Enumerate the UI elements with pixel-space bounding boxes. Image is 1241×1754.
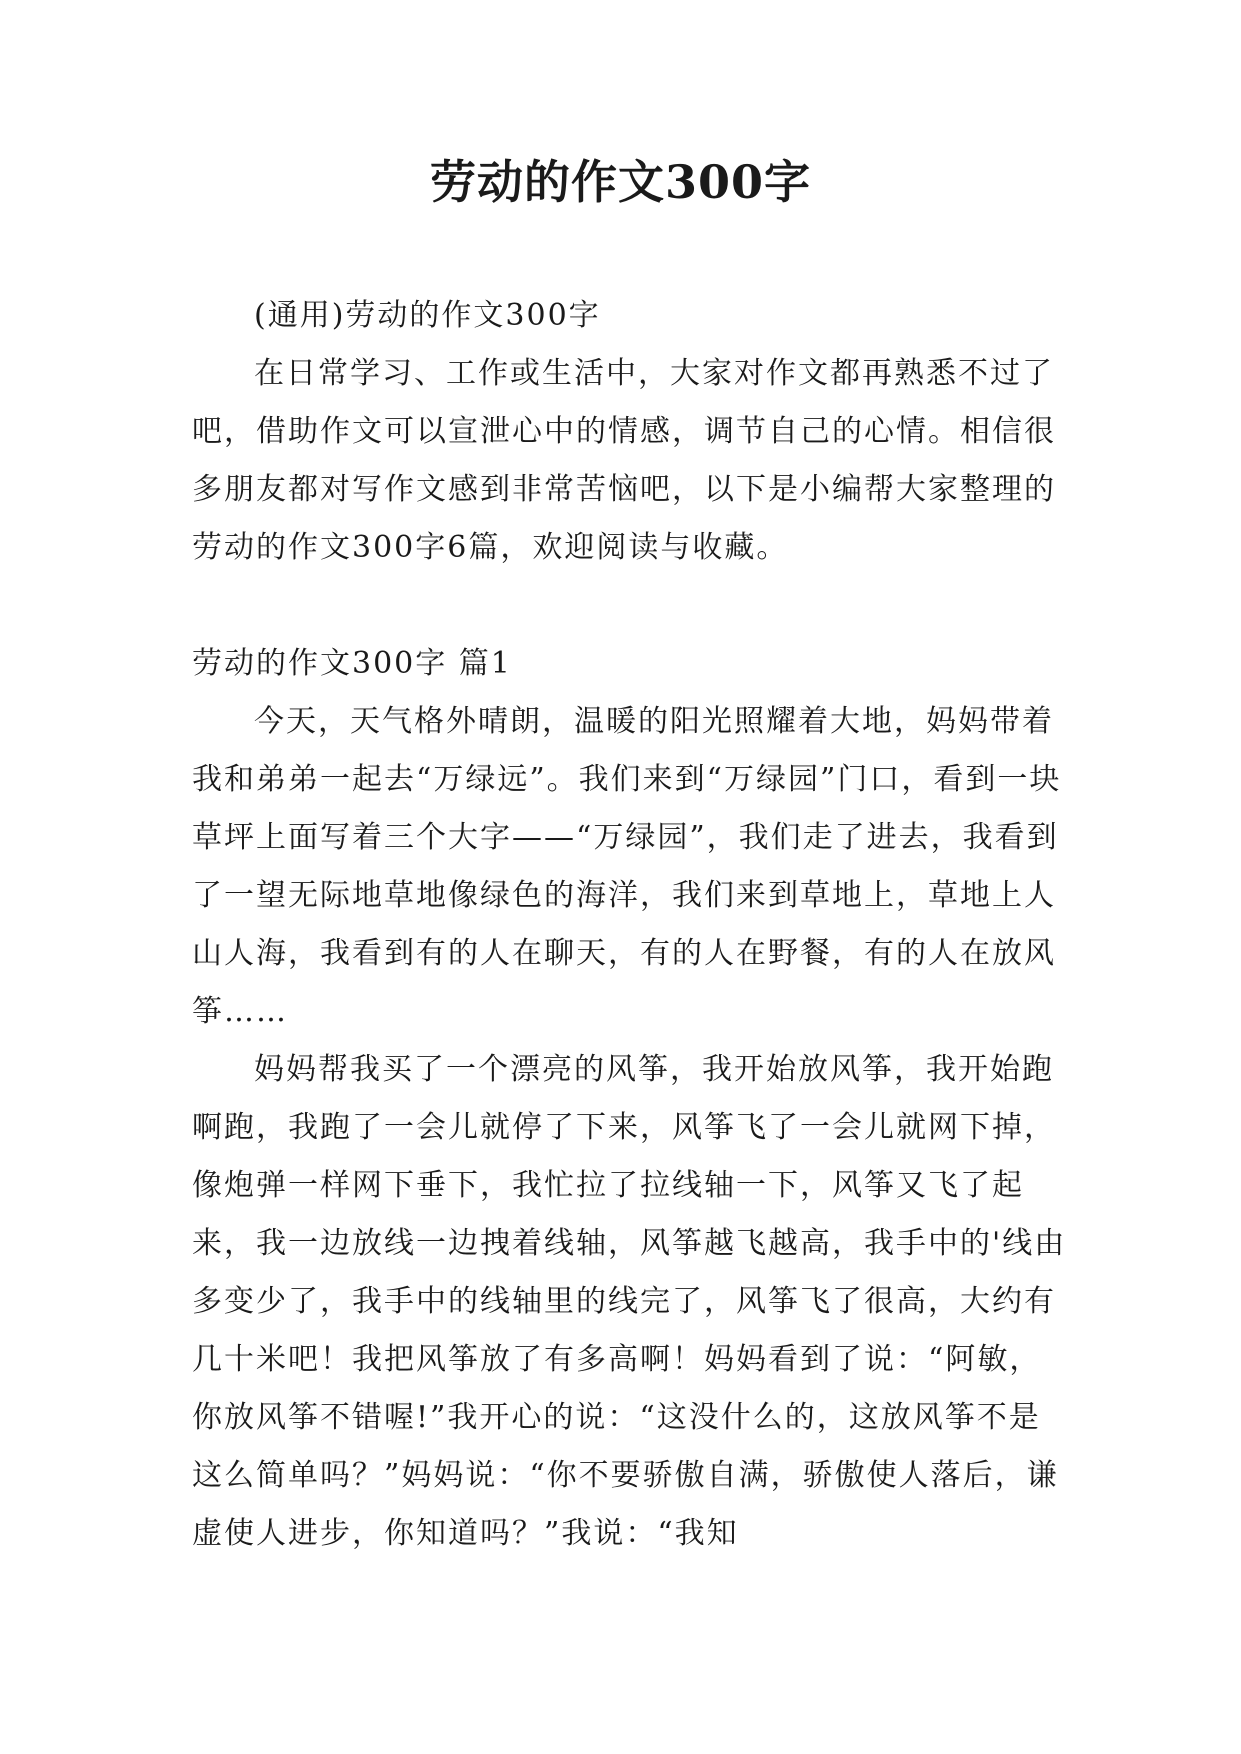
document-title: 劳动的作文300字 xyxy=(429,155,812,209)
section-heading: 劳动的作文300字 篇1 xyxy=(192,646,512,681)
body-paragraph: 妈妈帮我买了一个漂亮的风筝，我开始放风筝，我开始跑啊跑，我跑了一会儿就停了下来，风筝飞了一会儿就网下掉，像炮弹一样网下垂下，我忙拉了拉线轴一下，风筝又飞了起来，我一边放线一边拽着线轴，风筝越飞越高，我手中的'线由多变少了，我手中的线轴里的线完了，风筝飞了很高，大约有几十米吧！我把风筝放了有多高啊！妈妈看到了说：“阿敏，你放风筝不错喔!”我开心的说：“这没什么的，这放风筝不是这么简单吗？”妈妈说：“你不要骄傲自满，骄傲使人落后，谦虚使人进步，你知道吗？”我说：“我知 xyxy=(192,1052,1067,1551)
intro-paragraph: 在日常学习、工作或生活中，大家对作文都再熟悉不过了吧，借助作文可以宣泄心中的情感，调节自己的心情。相信很多朋友都对写作文感到非常苦恼吧，以下是小编帮大家整理的劳动的作文300字6篇，欢迎阅读与收藏。 xyxy=(192,356,1056,565)
document-subtitle: (通用)劳动的作文300字 xyxy=(254,298,601,333)
document-body xyxy=(192,287,1072,1563)
body-paragraph: 今天，天气格外晴朗，温暖的阳光照耀着大地，妈妈带着我和弟弟一起去“万绿远”。我们来到“万绿园”门口，看到一块草坪上面写着三个大字——“万绿园”，我们走了进去，我看到了一望无际地草地像绿色的海洋，我们来到草地上，草地上人山人海，我看到有的人在聊天，有的人在野餐，有的人在放风筝…… xyxy=(192,704,1062,1029)
